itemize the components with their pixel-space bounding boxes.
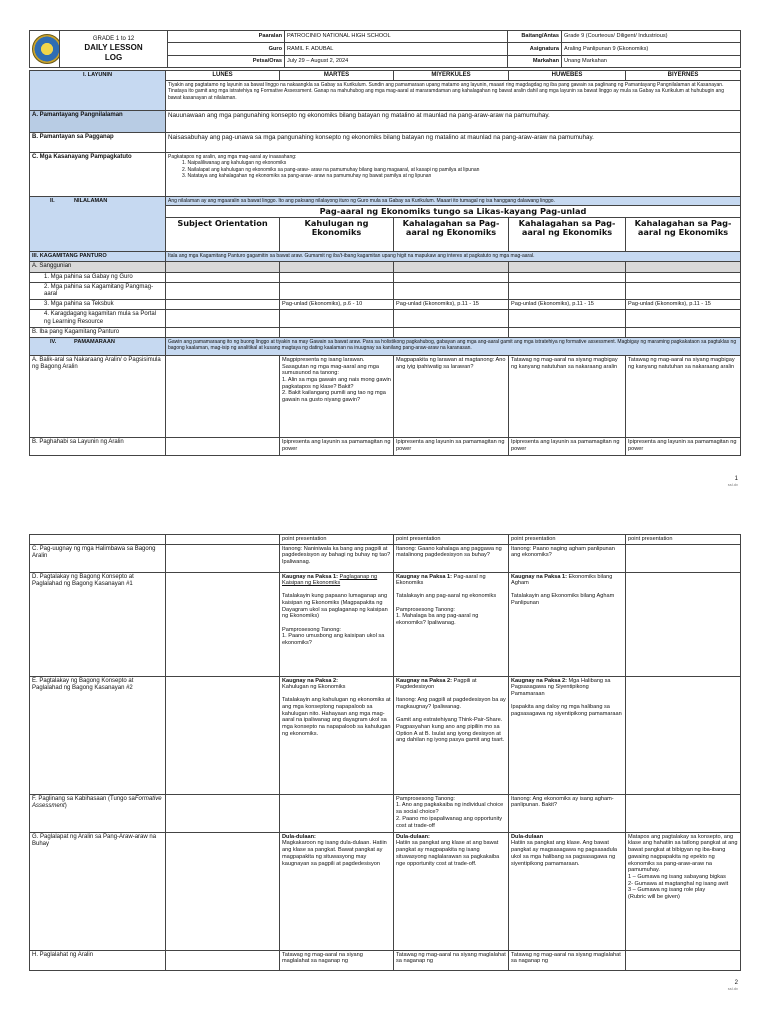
page-number-value: 2 — [734, 980, 738, 986]
pamantayang-pangnilalaman-text: Nauunawaan ang mga pangunahing konsepto ng ekonomiks bilang batayan ng matalino at maunlad na pang-araw-araw na pamumuhay. — [166, 111, 741, 133]
pamantayan-pagganap-text: Naisasabuhay ang pag-unawa sa mga pangunahing konsepto ng ekonomiks bilang batayan ng matalino at maunlad na pang-araw-araw na pamumuhay. — [166, 133, 741, 153]
page-2 — [0, 530, 768, 1024]
pag-uugnay-cell — [626, 544, 741, 572]
teksbuk-cell: Pag-unlad (Ekonomiks), p.11 - 15 — [394, 300, 509, 310]
label-baitang: Baitang/Antas — [508, 31, 562, 43]
day-header-3: HUWEBES — [509, 71, 626, 81]
dll-title-line1: DAILY LESSON — [84, 43, 143, 53]
value-markahan: Unang Markahan — [562, 55, 741, 67]
konsepto-1-cell: Kaugnay na Paksa 1: Paglaganap ng Kaisipan ng Ekonomiks Tatalakayin kung papaano lumaganap ang kaisipan ng Ekonomiks (Magpapakita ng Dayagram ukol sa paglaganap ng kaisipan ng Ekonomiks) Pamprosesong Tanong: 1. Paano umusbong ang kaisipan ukol sa ekonomiks? — [280, 572, 394, 676]
paghahabi-cell: Ipipresenta ang layunin sa pamamagitan ng power — [626, 437, 741, 455]
nilalaman-sub-2: Kahalagahan sa Pag-aaral ng Ekonomiks — [394, 218, 509, 252]
deped-seal-icon — [32, 34, 60, 64]
kabihasaan-label: F. Paglinang sa Kabihasaan (Tungo saFormative Assessment) — [30, 794, 166, 832]
lesson-table-page1 — [29, 70, 741, 456]
day-header-0: LUNES — [166, 71, 280, 81]
kabihasaan-cell: Pamprosesong Tanong: 1. Ano ang pagkakaiba ng individual choice sa social choice? 2. Paano mo ipapaliwanag ang opportunity cost at trade-off — [394, 794, 509, 832]
balik-aral-cell — [166, 355, 280, 437]
lesson-table-page2 — [29, 534, 741, 971]
konsepto-2-cell: Kaugnay na Paksa 2: Kahulugan ng Ekonomiks Tatalakayin ang kahulugan ng ekonomiks at ang mga konseptong napapaloob sa kahulugan nito. Hahayaan ang mga mag-aaral na ipaliwanag ang dayagram ukol sa mga konsepto na napapaloob sa kahulugan ng ekonomiks. — [280, 676, 394, 794]
power-point-cell: point presentation — [626, 535, 741, 545]
nilalaman-label — [30, 197, 166, 252]
kabihasaan-cell — [280, 794, 394, 832]
paglalahat-cell: Tatawag ng mag-aaral na siyang maglalahat sa naganap ng — [280, 950, 394, 970]
kasanayan-intro: Pagkatapos ng aralin, ang mga mag-aaral ay inaasahang: — [168, 154, 297, 161]
paglalahat-cell — [166, 950, 280, 970]
kasanayan-item: 1. Naipaliliwanag ang kahulugan ng ekonomiks — [182, 160, 287, 167]
page-number-1 — [728, 476, 738, 488]
konsepto-2-cell — [626, 676, 741, 794]
layunin-instruction: Tiyakin ang pagtatamo ng layunin sa bawat linggo na nakaangkla sa Gabay sa Kurikulum. Sundin ang pamamaraan upang matamo ang layunin, maaari ring magdagdag ng iba pang gawain sa paglinang ng Pamantayang Pangnilalaman at Kasanayan. Tinataya ito gamit ang mga istratehiya ng Formative Assessment. Ganap na mahuhubog ang mga mag-aaral at mararamdaman ang kahalagahan ng bawat aralin dahil ang mga layunin sa bawat linggo ay mula sa Gabay sa Kurikulum at huhubugin ang bawat kasanayan at nilalaman. — [166, 81, 741, 111]
kabihasaan-cell: Itanong: Ang ekonomiks ay isang agham-panlipunan. Bakit? — [509, 794, 626, 832]
nilalaman-num: II. — [50, 198, 55, 205]
page-1 — [0, 0, 768, 500]
day-header-2: MIYERKULES — [394, 71, 509, 81]
konsepto-2-cell — [166, 676, 280, 794]
page-gap — [0, 500, 768, 530]
pag-uugnay-cell: Itanong: Gaano kahalaga ang paggawa ng matalinong pagdedesisyon sa buhay? — [394, 544, 509, 572]
sanggunian-item: 1. Mga pahina sa Gabay ng Guro — [30, 272, 166, 282]
konsepto-2-cell: Kaugnay na Paksa 2: Mga Halibang sa Pagsasagawa ng Siyentipikong Pamamaraan Ipapakita ang daloy ng mga halibang sa pagsasagawa ng siyentipikong pamamaraan — [509, 676, 626, 794]
value-asignatura: Araling Panlipunan 9 (Ekonomiks) — [562, 43, 741, 55]
paglalahat-label: H. Paglalahat ng Aralin — [30, 950, 166, 970]
pamantayang-pangnilalaman-label: A. Pamantayang Pangnilalaman — [30, 111, 166, 133]
teksbuk-cell — [166, 300, 280, 310]
layunin-label: I. LAYUNIN — [30, 71, 166, 111]
balik-aral-cell: Magpapakita ng larawan at magtanong: Ano ang iyig ipahiwatig sa larawan? — [394, 355, 509, 437]
nilalaman-sub-1: Kahulugan ng Ekonomiks — [280, 218, 394, 252]
kagamitan-note: Itala ang mga Kagamitang Panturo gagamitin sa bawat araw. Gumamit ng iba't-ibang kagamitan upang higit na mapukaw ang interes at pagkatuto ng mga mag-aaral. — [166, 252, 741, 262]
paglalapat-cell — [166, 832, 280, 950]
page-number-value: 1 — [734, 476, 738, 482]
grade-range: GRADE 1 to 12 — [92, 36, 135, 43]
pag-uugnay-cell: Itanong: Paano naging agham panlipunan ang ekonomiks? — [509, 544, 626, 572]
pamantayan-pagganap-label: B. Pamantayan sa Pagganap — [30, 133, 166, 153]
kasanayan-item: 3. Natataya ang kahalagahan ng ekonomiks sa pang-araw- araw na pamumuhay ng bawat pamilya at ng lipunan — [182, 172, 432, 179]
konsepto-2-label: E. Pagtalakay ng Bagong Konsepto at Paglalahad ng Bagong Kasanayan #2 — [30, 676, 166, 794]
konsepto-2-cell: Kaugnay na Paksa 2: Pagpili at Pagdedesisyon Itanong: Ang pagpili at pagdedesisyon ba ay magkaugnay? Ipaliwanag. Gamit ang estratehiyang Think-Pair-Share. Pagpasyahan kung ano ang pipiliin mo sa Option A at B. Isulat ang iyong desisyon at ang dahilan ng iyong pasya gamit ang tsart. — [394, 676, 509, 794]
day-header-4: BIYERNES — [626, 71, 741, 81]
pamamaraan-num: IV. — [50, 338, 57, 345]
sanggunian-item: 4. Karagdagang kagamitan mula sa Portal ng Learning Resource — [30, 310, 166, 327]
konsepto-1-cell: Kaugnay na Paksa 1: Ekonomiks bilang Agham Tatalakayin ang Ekonomiks bilang Agham Panlipunan — [509, 572, 626, 676]
pamamaraan-note: Gawin ang pamamaraang ito ng buong linggo at tiyakin na may Gawain sa bawat araw. Para sa holistikong pagkahubog, gabayan ang mga ang-aaral gamit ang mga istratehiya ng formative assessment. Magbigay ng maraming pagkakataon sa pagtuklas ng bagong kaalaman, mag-isip ng analitikal at kusang magtaya ng dating kaalaman na inuugnay sa kanilang pang-araw-araw na karanasan. — [166, 337, 741, 355]
pamamaraan-label — [30, 337, 166, 355]
power-point-cell — [166, 535, 280, 545]
day-header-1: MARTES — [280, 71, 394, 81]
power-point-cell: point presentation — [509, 535, 626, 545]
paglalapat-cell: Dula-dulaan Hatiin sa pangkat ang klase. Ang bawat pangkat ay magsasagawa ng pagsasadula ukol sa mga halibang sa pagsasagawa ng siyentipikong pamamaraan. — [509, 832, 626, 950]
paglalahat-cell — [626, 950, 741, 970]
dll-title-cell — [60, 31, 168, 68]
sanggunian-item: 3. Mga pahina sa Teksbuk — [30, 300, 166, 310]
kasanayan-item: 2. Nailalapat ang kahulugan ng ekonomiks sa pang-araw- araw na pamumuhay bilang isang magaaral, at kasapi ng pamilya at lipunan — [182, 166, 480, 173]
balik-aral-cell: Tatawag ng mag-aaral na siyang magbigay ng kanyang natutuhan sa nakaraang aralin — [626, 355, 741, 437]
paghahabi-cell — [166, 437, 280, 455]
paglalahat-cell: Tatawag ng mag-aaral na siyang maglalahat sa naganap ng — [394, 950, 509, 970]
pag-uugnay-cell — [166, 544, 280, 572]
power-point-cell: point presentation — [394, 535, 509, 545]
value-guro: RAMIL F. ADUBAL — [285, 43, 508, 55]
kagamitan-label: III. KAGAMITANG PANTURO — [30, 252, 166, 262]
kabihasaan-cell — [626, 794, 741, 832]
konsepto-1-cell — [166, 572, 280, 676]
balik-aral-label: A. Balik-aral sa Nakaraang Aralin/ o Pagsisimula ng Bagong Aralin — [30, 355, 166, 437]
paglalapat-label: G. Paglalapat ng Aralin sa Pang-Araw-araw na Buhay — [30, 832, 166, 950]
paghahabi-cell: Ipipresenta ang layunin sa pamamagitan ng power — [280, 437, 394, 455]
power-point-cell: point presentation — [280, 535, 394, 545]
pag-uugnay-label: C. Pag-uugnay ng mga Halimbawa sa Bagong Aralin — [30, 544, 166, 572]
value-petsa: July 29 – August 2, 2024 — [285, 55, 508, 67]
paglalapat-cell: Matapos ang pagtalakay sa konsepto, ang klase ang hahatiin sa tatlong pangkat at ang bawat pangkat at bibigyan ng iba-ibang gawaing nagpapakita ng epekto ng ekonomiks sa pang-araw-araw na pamumuhay. 1 – Gumawa ng isang sabayang bigkas 2- Gumawa at magtanghal ng isang awit 3 – Gumawa ng isang role play (Rubric will be given) — [626, 832, 741, 950]
nilalaman-sub-3: Kahalagahan sa Pag-aaral ng Ekonomiks — [509, 218, 626, 252]
nilalaman-topic: Pag-aaral ng Ekonomiks tungo sa Likas-kayang Pag-unlad — [166, 206, 741, 218]
nilalaman-sub-0: Subject Orientation — [166, 218, 280, 252]
label-asignatura: Asignatura — [508, 43, 562, 55]
kasanayang-pampagkatuto-text — [166, 153, 741, 197]
nilalaman-note: Ang nilalaman ay ang mgaaralin sa bawat linggo. Ito ang paksang nilalayong ituro ng Guro mula sa Gabay sa Kurikulum. Maaari ito tumagal ng isa hanggang dalawang linggo. — [166, 197, 741, 206]
page-number-2 — [728, 980, 738, 992]
footer-tag: ssl.dv — [727, 482, 738, 488]
sanggunian-item: 2. Mga pahina sa Kagamitang Pangmag-aaral — [30, 282, 166, 299]
sanggunian-label: A. Sanggunian — [30, 262, 166, 272]
paglalahat-cell: Tatawag ng mag-aaral na siyang maglalahat sa naganap ng — [509, 950, 626, 970]
label-markahan: Markahan — [508, 55, 562, 67]
value-baitang: Grade 9 (Courteous/ Diligent/ Industrious) — [562, 31, 741, 43]
teksbuk-cell: Pag-unlad (Ekonomiks), p.11 - 15 — [509, 300, 626, 310]
balik-aral-cell: Tatawag ng mag-aaral na siyang magbigay ng kanyang natutuhan sa nakaraang aralin — [509, 355, 626, 437]
school-seal — [30, 31, 60, 68]
teksbuk-cell: Pag-unlad (Ekonomiks), p.11 - 15 — [626, 300, 741, 310]
pamamaraan-title: PAMAMARAAN — [74, 338, 115, 345]
balik-aral-cell: Magpipresenta ng isang larawan. Sasagutan ng mga mag-aaral ang mga sumusunod na tanong: 1. Alin sa mga gawain ang nais mong gawin pagkatapos ng klase? Bakit? 2. Bakit kailangang pumili ang tao ng mga gawain na gusto niyang gawin? — [280, 355, 394, 437]
kasanayang-pampagkatuto-label: C. Mga Kasanayang Pampagkatuto — [30, 153, 166, 197]
dll-title-line2: LOG — [104, 52, 123, 62]
konsepto-1-cell — [626, 572, 741, 676]
paghahabi-cell: Ipipresenta ang layunin sa pamamagitan ng power — [394, 437, 509, 455]
konsepto-1-label: D. Pagtalakay ng Bagong Konsepto at Paglalahad ng Bagong Kasanayan #1 — [30, 572, 166, 676]
kabihasaan-cell — [166, 794, 280, 832]
nilalaman-sub-4: Kahalagahan sa Pag-aaral ng Ekonomiks — [626, 218, 741, 252]
paglalapat-cell: Dula-dulaan: Hatiin sa pangkat ang klase at ang bawat pangkat ay magpapakita ng isang situwasyong naglalarawan sa pagkakaiba nge opportunity cost at trade-off. — [394, 832, 509, 950]
paglalapat-cell: Dula-dulaan: Magkakaroon ng isang dula-dulaan. Hatiin ang klase sa pangkat. Bawat pangkat ay magpapakita ng situwasyong may kaugnayan sa pagpili at pagdedesisyon — [280, 832, 394, 950]
footer-tag: ssl.dv — [727, 986, 738, 992]
header-table — [29, 30, 741, 68]
label-paaralan: Paaralan — [168, 31, 285, 43]
pag-uugnay-cell: Itanong: Naniniwala ka bang ang pagpili at pagdedesisyon ay bahagi ng buhay ng tao? Ipaliwanag. — [280, 544, 394, 572]
teksbuk-cell: Pag-unlad (Ekonomiks), p.6 - 10 — [280, 300, 394, 310]
label-petsa: Petsa/Oras — [168, 55, 285, 67]
konsepto-1-cell: Kaugnay na Paksa 1: Pag-aaral ng Ekonomiks Tatalakayin ang pag-aaral ng ekonomiks Pamprosesong Tanong: 1. Mahalaga ba ang pag-aaral ng ekonomiks? Ipaliwanag. — [394, 572, 509, 676]
iba-pang-kagamitan-label: B. Iba pang Kagamitang Panturo — [30, 327, 166, 337]
label-guro: Guro — [168, 43, 285, 55]
nilalaman-title: NILALAMAN — [74, 198, 108, 205]
paghahabi-cell: Ipipresenta ang layunin sa pamamagitan ng power — [509, 437, 626, 455]
value-paaralan: PATROCINIO NATIONAL HIGH SCHOOL — [285, 31, 508, 43]
paghahabi-label: B. Paghahabi sa Layunin ng Aralin — [30, 437, 166, 455]
